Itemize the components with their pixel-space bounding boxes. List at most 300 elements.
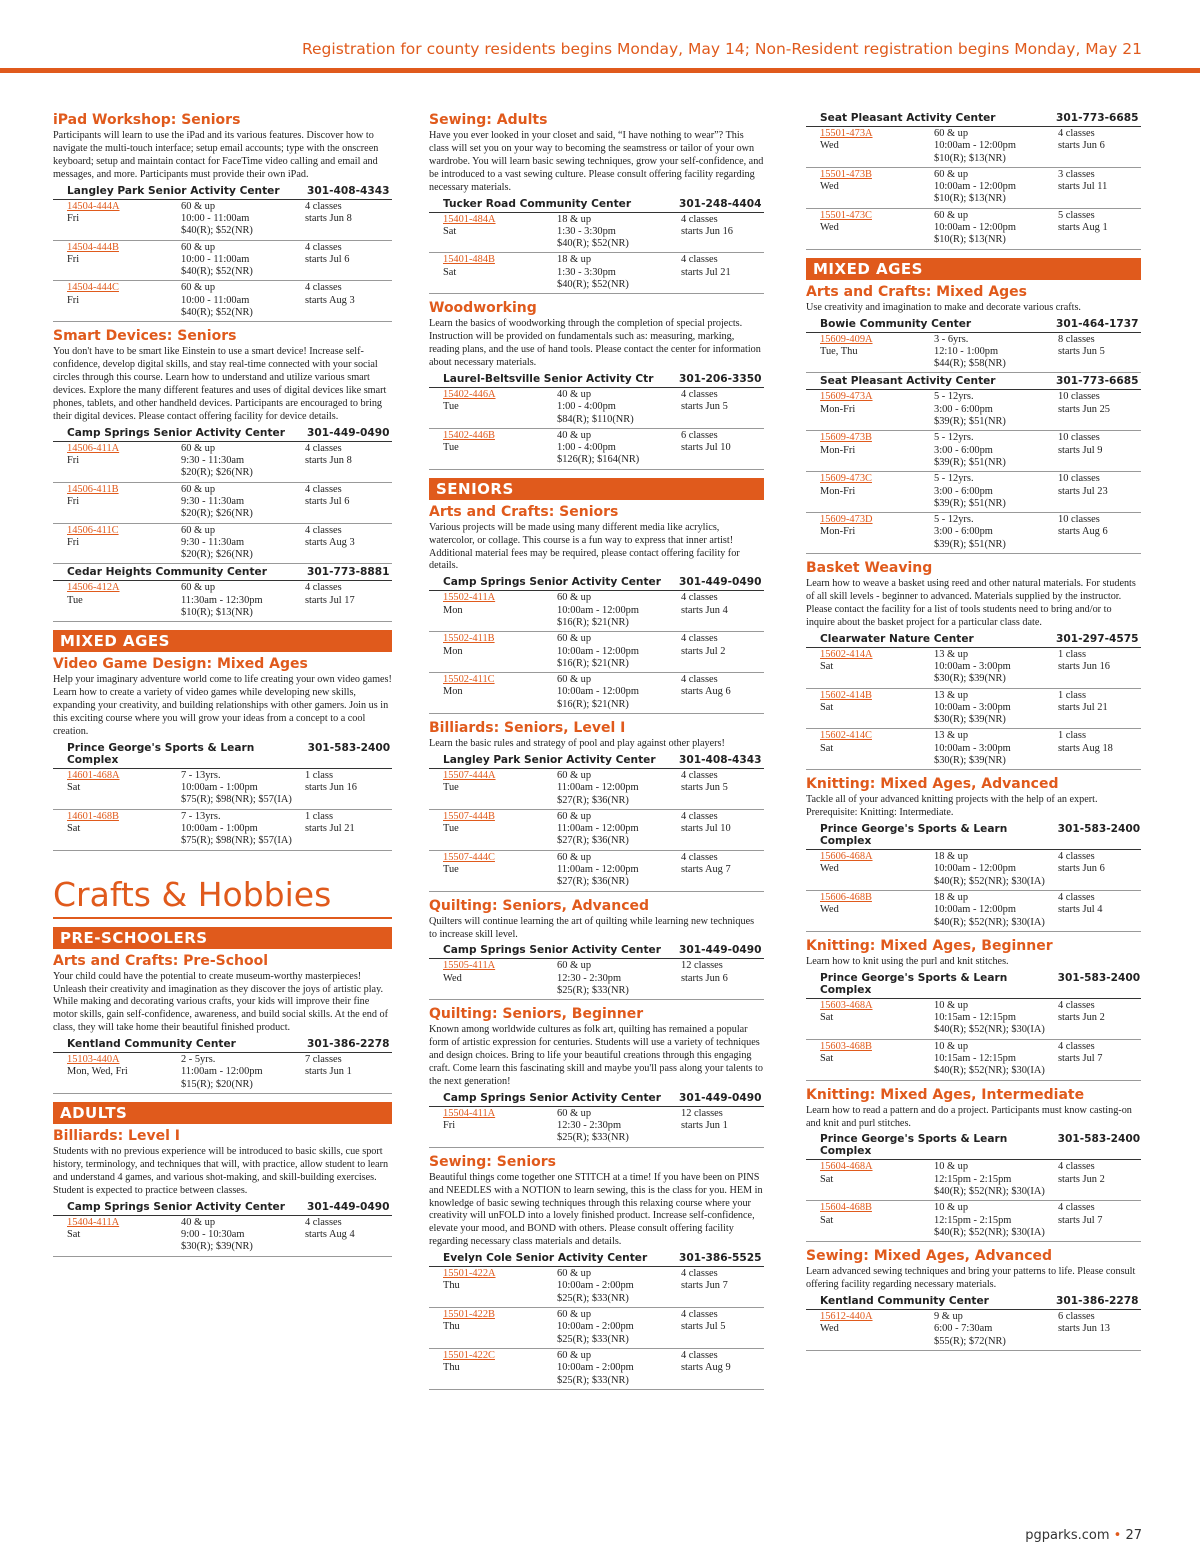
age-range: 2 - 5yrs. — [181, 1054, 216, 1066]
class-days: Sat — [820, 1053, 834, 1065]
start-date: starts Jun 6 — [681, 972, 728, 984]
start-date: starts Jun 25 — [1058, 403, 1110, 415]
class-count: 12 classes — [681, 960, 723, 972]
class-row — [806, 891, 1141, 932]
class-code-link[interactable]: 15502-411B — [443, 633, 495, 645]
class-code-link[interactable]: 15501-422C — [443, 1349, 495, 1361]
location-phone: 301-773-6685 — [1056, 375, 1139, 388]
course-title: Sewing: Seniors — [429, 1153, 556, 1170]
location-name: Camp Springs Senior Activity Center — [443, 1091, 661, 1104]
age-range: 18 & up — [557, 254, 592, 266]
location-header — [429, 574, 764, 591]
class-code-link[interactable]: 15507-444B — [443, 810, 495, 822]
course-title: Quilting: Seniors, Advanced — [429, 897, 650, 914]
class-time: 10:00 - 11:00am — [181, 212, 250, 224]
class-code-link[interactable]: 15609-473D — [820, 514, 873, 526]
class-days: Tue — [443, 782, 459, 794]
class-code-link[interactable]: 15602-414A — [820, 648, 873, 660]
age-range: 60 & up — [557, 633, 592, 645]
course-title: Arts and Crafts: Mixed Ages — [806, 283, 1027, 300]
class-count: 1 class — [1058, 689, 1086, 701]
class-code-link[interactable]: 15606-468B — [820, 892, 872, 904]
class-fee: $44(R); $58(NR) — [934, 358, 1006, 370]
start-date: starts Jun 13 — [1058, 1323, 1110, 1335]
class-row — [806, 209, 1141, 250]
class-code-link[interactable]: 15401-484A — [443, 213, 496, 225]
section-heading: SENIORS — [429, 478, 764, 500]
location-name: Camp Springs Senior Activity Center — [443, 576, 661, 589]
class-time: 10:00am - 3:00pm — [934, 660, 1011, 672]
location-header — [806, 1293, 1141, 1310]
class-time: 11:00am - 12:00pm — [557, 782, 639, 794]
class-time: 9:30 - 11:30am — [181, 455, 245, 467]
class-count: 4 classes — [305, 524, 342, 536]
location-phone: 301-583-2400 — [307, 741, 391, 754]
class-count: 4 classes — [305, 241, 342, 253]
class-code-link[interactable]: 14504-444C — [67, 282, 119, 294]
course-block — [806, 938, 1141, 1081]
class-row — [429, 673, 764, 714]
start-date: starts Jul 6 — [305, 253, 350, 265]
class-code-link[interactable]: 15603-468A — [820, 999, 873, 1011]
class-row — [806, 850, 1141, 891]
class-time: 10:00am - 1:00pm — [181, 782, 258, 794]
class-count: 4 classes — [1058, 851, 1095, 863]
class-fee: $10(R); $13(NR) — [181, 607, 253, 618]
class-days: Wed — [820, 222, 839, 234]
class-code-link[interactable]: 15402-446A — [443, 388, 496, 400]
class-time: 10:00am - 12:00pm — [934, 863, 1016, 875]
class-code-link[interactable]: 15603-468B — [820, 1040, 872, 1052]
class-fee: $39(R); $51(NR) — [934, 497, 1006, 509]
site-url: pgparks.com — [1025, 1528, 1110, 1543]
class-code-link[interactable]: 15404-411A — [67, 1216, 120, 1228]
course-description: Your child could have the potential to create museum-worthy masterpieces! Unleash their creativity and imagination as they discover the joys of artistic play. While making and decorating various crafts, your kids will improve their fine motor skills, gain self-confidence, awareness, and build social skills. At the end of class, they will take home their beautiful finished product. — [53, 970, 388, 1034]
class-row — [806, 1040, 1141, 1081]
start-date: starts Jul 23 — [1058, 485, 1108, 497]
start-date: starts Jul 6 — [305, 495, 350, 507]
class-row — [806, 431, 1141, 472]
class-code-link[interactable]: 15602-414B — [820, 689, 872, 701]
start-date: starts Aug 3 — [305, 536, 355, 548]
class-row — [53, 581, 392, 622]
class-fee: $40(R); $52(NR); $30(IA) — [934, 875, 1045, 887]
start-date: starts Jul 5 — [681, 1321, 726, 1333]
column-2 — [429, 110, 764, 1396]
age-range: 60 & up — [181, 442, 216, 454]
class-row — [429, 1349, 764, 1390]
course-description: Beautiful things come together one STITCH at a time! If you have been on PINS and NEEDLES with a NOTION to learn sewing, this is the class for you. HEM in knowledge of basic sewing techniques through this relaxing course where your creativity will unFOLD into a lovely finished product. Increase self-confidence, elevate your mood, and BOND with others. Please consult offering facility regarding necessary class materials and details. — [429, 1171, 763, 1248]
age-range: 13 & up — [934, 648, 969, 660]
class-days: Tue — [443, 401, 459, 413]
class-code-link[interactable]: 15505-411A — [443, 960, 496, 972]
class-count: 4 classes — [681, 769, 718, 781]
start-date: starts Jun 8 — [305, 212, 352, 224]
class-fee: $40(R); $52(NR); $30(IA) — [934, 1226, 1045, 1238]
course-block — [429, 112, 764, 294]
course-block — [429, 1006, 764, 1147]
class-days: Fri — [67, 536, 80, 548]
age-range: 7 - 13yrs. — [181, 810, 221, 822]
class-row — [806, 1201, 1141, 1242]
class-code-link[interactable]: 15606-468A — [820, 851, 873, 863]
location-header — [53, 183, 392, 200]
class-row — [53, 810, 392, 851]
start-date: starts Jul 4 — [1058, 904, 1103, 916]
class-row — [429, 1308, 764, 1349]
start-date: starts Jun 6 — [1058, 863, 1105, 875]
class-code-link[interactable]: 15504-411A — [443, 1107, 496, 1119]
age-range: 60 & up — [181, 241, 216, 253]
class-days: Mon, Wed, Fri — [67, 1066, 128, 1078]
age-range: 60 & up — [181, 483, 216, 495]
location-name: Kentland Community Center — [820, 1295, 989, 1308]
age-range: 13 & up — [934, 689, 969, 701]
start-date: starts Jul 10 — [681, 442, 731, 454]
class-time: 9:30 - 11:30am — [181, 495, 245, 507]
age-range: 60 & up — [181, 200, 216, 212]
class-fee: $39(R); $51(NR) — [934, 456, 1006, 468]
location-header — [806, 373, 1141, 390]
class-count: 3 classes — [1058, 168, 1095, 180]
class-code-link[interactable]: 15501-473C — [820, 209, 872, 221]
class-time: 10:15am - 12:15pm — [934, 1053, 1016, 1065]
course-description: Tackle all of your advanced knitting projects with the help of an expert. Prerequisite: Knitting: Intermediate. — [806, 794, 1098, 819]
class-fee: $20(R); $26(NR) — [181, 508, 253, 520]
class-fee: $25(R); $33(NR) — [557, 985, 629, 996]
start-date: starts Jul 21 — [305, 823, 355, 835]
class-time: 12:30 - 2:30pm — [557, 972, 622, 984]
class-fee: $30(R); $39(NR) — [181, 1241, 253, 1253]
class-count: 4 classes — [305, 582, 342, 594]
class-row — [806, 390, 1141, 431]
course-block — [53, 1128, 392, 1257]
location-name: Tucker Road Community Center — [443, 197, 632, 210]
class-row — [53, 442, 392, 483]
class-days: Fri — [443, 1120, 456, 1132]
section-heading: MIXED AGES — [53, 630, 392, 652]
age-range: 5 - 12yrs. — [934, 432, 974, 444]
location-phone: 301-408-4343 — [307, 184, 390, 197]
course-description: Learn the basics of woodworking through the completion of special projects. Instruction will be provided on fundamentals such as: measuring, marking, reading plans, and the use of hand tools. Please contact the center for information about necessary materials. — [429, 318, 761, 369]
location-header — [429, 752, 764, 769]
start-date: starts Aug 6 — [1058, 526, 1108, 538]
course-description: Participants will learn to use the iPad and its various features. Discover how to navigate the multi-touch interface; setup email accounts; type with the onscreen keyboard; setup and maintain contact for FaceTime video calling and email and messages, and more. Participants must provide their own iPad. — [53, 130, 379, 180]
age-range: 10 & up — [934, 999, 969, 1011]
age-range: 60 & up — [557, 769, 592, 781]
location-name: Prince George's Sports & Learn Complex — [67, 741, 255, 766]
class-row — [53, 241, 392, 282]
age-range: 9 & up — [934, 1311, 963, 1323]
class-fee: $16(R); $21(NR) — [557, 657, 629, 669]
location-name: Cedar Heights Community Center — [67, 566, 267, 579]
location-phone: 301-449-0490 — [679, 944, 762, 957]
class-days: Sat — [820, 701, 834, 713]
class-code-link[interactable]: 15604-468A — [820, 1161, 873, 1173]
class-row — [429, 591, 764, 632]
start-date: starts Jun 1 — [681, 1120, 728, 1132]
class-fee: $25(R); $33(NR) — [557, 1292, 629, 1304]
start-date: starts Jun 1 — [305, 1066, 352, 1078]
age-range: 60 & up — [934, 209, 969, 221]
class-count: 4 classes — [681, 254, 718, 266]
class-fee: $10(R); $13(NR) — [934, 152, 1006, 164]
class-code-link[interactable]: 14504-444A — [67, 200, 120, 212]
course-title: Sewing: Adults — [429, 112, 548, 128]
age-range: 60 & up — [181, 524, 216, 536]
location-header — [806, 821, 1141, 850]
class-days: Mon-Fri — [820, 526, 856, 538]
class-time: 10:15am - 12:15pm — [934, 1012, 1016, 1024]
start-date: starts Jul 11 — [1058, 181, 1108, 193]
location-header — [806, 970, 1141, 999]
class-code-link[interactable]: 14506-412A — [67, 582, 120, 594]
class-time: 10:00am - 12:00pm — [557, 645, 639, 657]
class-fee: $10(R); $13(NR) — [934, 193, 1006, 205]
class-fee: $15(R); $20(NR) — [181, 1078, 253, 1090]
class-days: Wed — [820, 904, 839, 916]
class-row — [429, 429, 764, 470]
class-fee: $75(R); $98(NR); $57(IA) — [181, 794, 292, 806]
age-range: 10 & up — [934, 1040, 969, 1052]
class-fee: $16(R); $21(NR) — [557, 698, 629, 710]
class-days: Wed — [443, 972, 462, 984]
class-row — [806, 648, 1141, 689]
class-time: 3:00 - 6:00pm — [934, 485, 993, 497]
class-days: Tue — [443, 864, 459, 875]
class-fee: $20(R); $26(NR) — [181, 467, 253, 479]
class-fee: $25(R); $33(NR) — [557, 1333, 629, 1345]
class-count: 10 classes — [1058, 514, 1100, 526]
course-description: Learn how to read a pattern and do a project. Participants must know casting-on and knit and purl stitches. — [806, 1104, 1132, 1129]
age-range: 60 & up — [557, 674, 592, 686]
class-days: Wed — [820, 181, 839, 193]
location-phone: 301-449-0490 — [307, 1200, 390, 1213]
class-code-link[interactable]: 15609-473B — [820, 432, 872, 444]
class-time: 10:00am - 12:00pm — [934, 181, 1016, 193]
class-row — [53, 200, 392, 241]
class-time: 10:00am - 12:00pm — [934, 904, 1016, 916]
class-fee: $55(R); $72(NR) — [934, 1335, 1006, 1347]
class-count: 10 classes — [1058, 432, 1100, 444]
location-phone: 301-386-2278 — [307, 1038, 390, 1051]
class-code-link[interactable]: 14601-468A — [67, 769, 120, 781]
class-code-link[interactable]: 15612-440A — [820, 1311, 873, 1323]
class-time: 10:00am - 12:00pm — [934, 140, 1016, 152]
class-code-link[interactable]: 14506-411B — [67, 483, 119, 495]
location-phone: 301-583-2400 — [1057, 823, 1141, 836]
class-code-link[interactable]: 14506-411C — [67, 524, 119, 536]
class-count: 4 classes — [1058, 1202, 1095, 1214]
class-row — [53, 281, 392, 322]
class-count: 4 classes — [681, 388, 718, 400]
class-fee: $40(R); $52(NR) — [181, 307, 253, 318]
course-title: Sewing: Mixed Ages, Advanced — [806, 1248, 1053, 1265]
course-description: Quilters will continue learning the art of quilting while learning new techniques to increase skill level. — [429, 915, 755, 940]
age-range: 18 & up — [934, 851, 969, 863]
course-block — [53, 112, 392, 322]
location-header — [429, 371, 764, 388]
class-row — [429, 959, 764, 1000]
page-header — [0, 0, 1200, 76]
course-description: Use creativity and imagination to make and decorate various crafts. — [806, 301, 1081, 313]
location-name: Kentland Community Center — [67, 1038, 236, 1051]
start-date: starts Jul 7 — [1058, 1053, 1103, 1065]
course-block — [53, 328, 392, 622]
age-range: 60 & up — [557, 810, 592, 822]
location-phone: 301-386-5525 — [679, 1252, 762, 1265]
class-code-link[interactable]: 15507-444C — [443, 851, 495, 863]
age-range: 60 & up — [557, 1107, 592, 1119]
location-header — [806, 110, 1141, 127]
class-code-link[interactable]: 14601-468B — [67, 810, 119, 822]
start-date: starts Jun 16 — [681, 225, 733, 237]
class-code-link[interactable]: 15402-446B — [443, 429, 495, 441]
class-code-link[interactable]: 15604-468B — [820, 1202, 872, 1214]
location-header — [53, 740, 392, 769]
class-fee: $40(R); $52(NR); $30(IA) — [934, 1024, 1045, 1036]
class-time: 10:00am - 3:00pm — [934, 701, 1011, 713]
class-count: 4 classes — [305, 442, 342, 454]
start-date: starts Jun 2 — [1058, 1012, 1105, 1024]
class-time: 9:30 - 11:30am — [181, 536, 245, 548]
class-time: 12:15pm - 2:15pm — [934, 1214, 1012, 1226]
page-number: 27 — [1125, 1528, 1142, 1543]
location-name: Camp Springs Senior Activity Center — [443, 944, 661, 957]
course-title: iPad Workshop: Seniors — [53, 112, 241, 128]
course-description: Help your imaginary adventure world come to life creating your own video games! Learn how to create a variety of video games while developing new skills, expanding your creativity, and building relationships with other gamers. Join us in this exciting course where you will grow your ideas from a concept to a cool creation. — [53, 674, 392, 737]
age-range: 5 - 12yrs. — [934, 391, 974, 403]
location-phone: 301-583-2400 — [1057, 971, 1141, 984]
class-days: Sat — [67, 1228, 81, 1240]
class-code-link[interactable]: 15501-422B — [443, 1309, 495, 1321]
class-count: 4 classes — [681, 810, 718, 822]
location-phone: 301-297-4575 — [1056, 632, 1139, 645]
class-fee: $25(R); $33(NR) — [557, 1374, 629, 1386]
class-fee: $27(R); $36(NR) — [557, 835, 629, 847]
class-days: Sat — [820, 1214, 834, 1226]
class-count: 4 classes — [681, 674, 718, 686]
class-count: 4 classes — [1058, 1161, 1095, 1173]
location-header — [806, 1131, 1141, 1160]
age-range: 60 & up — [934, 128, 969, 139]
class-count: 5 classes — [1058, 209, 1095, 221]
class-row — [53, 483, 392, 524]
location-name: Camp Springs Senior Activity Center — [67, 426, 285, 439]
class-count: 4 classes — [1058, 999, 1095, 1011]
class-fee: $30(R); $39(NR) — [934, 755, 1006, 767]
class-code-link[interactable]: 15502-411A — [443, 592, 496, 604]
course-block — [806, 110, 1141, 250]
location-header — [53, 564, 392, 581]
location-phone: 301-206-3350 — [679, 372, 762, 385]
location-header — [53, 1036, 392, 1053]
class-time: 10:00am - 2:00pm — [557, 1362, 634, 1374]
class-code-link[interactable]: 15609-473C — [820, 473, 872, 485]
course-description: Learn how to weave a basket using reed and other natural materials. For students of all skill levels - beginner to advanced. Materials supplied by the instructor. Please contact the facility for a list of tools students need to bring and/or to inquire about the basket project for a particular class date. — [806, 578, 1136, 628]
course-title: Basket Weaving — [806, 560, 933, 577]
location-phone: 301-449-0490 — [679, 576, 762, 589]
course-block — [806, 284, 1141, 554]
class-code-link[interactable]: 15401-484B — [443, 254, 495, 266]
class-time: 10:00am - 2:00pm — [557, 1280, 634, 1292]
start-date: starts Aug 18 — [1058, 742, 1113, 754]
age-range: 60 & up — [557, 592, 592, 604]
class-count: 4 classes — [681, 1309, 718, 1321]
age-range: 18 & up — [934, 892, 969, 904]
class-code-link[interactable]: 15507-444A — [443, 769, 496, 781]
class-days: Sat — [67, 823, 81, 835]
category-heading: Crafts & Hobbies — [53, 875, 392, 919]
location-phone: 301-773-6685 — [1056, 112, 1139, 124]
age-range: 10 & up — [934, 1161, 969, 1173]
course-title: Smart Devices: Seniors — [53, 328, 237, 345]
class-row — [53, 769, 392, 810]
course-title: Knitting: Mixed Ages, Advanced — [806, 776, 1059, 793]
course-description: Students with no previous experience will be introduced to basic skills, cue sport history, terminology, and techniques that will, with practice, allow student to learn and understand 4 games, and various shot-making, and skill-building exercises. Student is expected to practice between classes. — [53, 1146, 389, 1196]
section-heading: MIXED AGES — [806, 258, 1141, 280]
class-time: 10:00am - 12:00pm — [934, 222, 1016, 234]
location-phone: 301-449-0490 — [307, 426, 390, 439]
start-date: starts Jun 7 — [681, 1280, 728, 1292]
class-days: Wed — [820, 1323, 839, 1335]
location-header — [429, 196, 764, 213]
class-days: Mon-Fri — [820, 444, 856, 456]
class-fee: $40(R); $52(NR) — [557, 238, 629, 250]
class-count: 10 classes — [1058, 391, 1100, 403]
class-code-link[interactable]: 15501-473B — [820, 168, 872, 180]
class-count: 4 classes — [305, 200, 342, 212]
class-code-link[interactable]: 15502-411C — [443, 674, 495, 686]
class-fee: $27(R); $36(NR) — [557, 794, 629, 806]
class-code-link[interactable]: 15609-473A — [820, 391, 873, 403]
class-code-link[interactable]: 15602-414C — [820, 730, 872, 742]
class-code-link[interactable]: 14504-444B — [67, 241, 119, 253]
start-date: starts Aug 6 — [681, 686, 731, 698]
class-days: Mon — [443, 645, 463, 657]
location-header — [53, 425, 392, 442]
start-date: starts Jun 16 — [1058, 660, 1110, 672]
age-range: 60 & up — [181, 582, 216, 594]
class-days: Thu — [443, 1321, 460, 1333]
class-days: Tue — [443, 442, 459, 454]
class-time: 10:00 - 11:00am — [181, 253, 250, 265]
class-fee: $40(R); $52(NR) — [181, 225, 253, 237]
class-code-link[interactable]: 15501-422A — [443, 1268, 496, 1280]
age-range: 40 & up — [557, 388, 592, 400]
course-title: Arts and Crafts: Pre-School — [53, 952, 269, 969]
course-block — [429, 300, 764, 469]
class-code-link[interactable]: 14506-411A — [67, 442, 120, 454]
class-time: 3:00 - 6:00pm — [934, 444, 993, 456]
footer-separator: • — [1113, 1528, 1122, 1543]
course-description: Learn how to knit using the purl and knit stitches. — [806, 955, 1009, 967]
class-count: 4 classes — [1058, 892, 1095, 904]
course-description: Known among worldwide cultures as folk art, quilting has remained a popular form of artistic expression for centuries. Students will use a variety of techniques and design choices. Bring to life your beautiful creations through this engaging craft. Come learn this fascinating skill and maybe you'll pass along your talents to the next generation! — [429, 1024, 763, 1087]
class-code-link[interactable]: 15609-409A — [820, 333, 873, 345]
section-heading: ADULTS — [53, 1102, 392, 1124]
class-count: 1 class — [305, 769, 333, 781]
class-code-link[interactable]: 15103-440A — [67, 1054, 120, 1066]
class-code-link[interactable]: 15501-473A — [820, 128, 873, 139]
class-days: Sat — [443, 266, 457, 278]
class-row — [806, 333, 1141, 374]
class-count: 6 classes — [681, 429, 718, 441]
class-time: 11:00am - 12:00pm — [557, 823, 639, 835]
age-range: 60 & up — [557, 1349, 592, 1361]
location-header — [806, 316, 1141, 333]
class-count: 4 classes — [305, 282, 342, 294]
